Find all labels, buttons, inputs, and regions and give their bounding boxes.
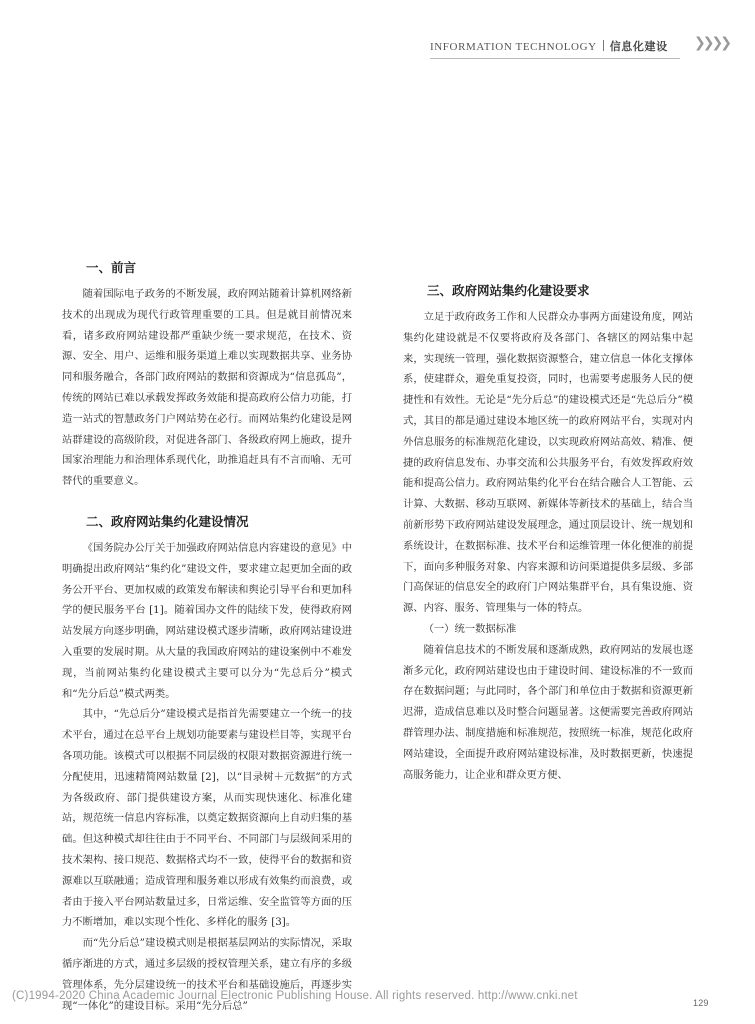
header-chinese: 信息化建设	[609, 40, 668, 53]
section-1-paragraph: 随着国际电子政务的不断发展，政府网站随着计算机网络新技术的出现成为现代行政管理重要的工具。但是就目前情况来看，诸多政府网站建设都严重缺少统一要求规范，在技术、资源、安全、用户、运维和服务渠道上难以实现数据共享、业务协同和服务融合，各部门政府网站的数据和资源成为“信息孤岛”，传统的网站已难以承载发挥政务效能和提高政府公信力功能，打造一站式的智慧政务门户网站势在必行。而网站集约化建设是网站群建设的高级阶段，对促进各部门、各级政府网上施政，提升国家治理能力和治理体系现代化，助推追赶具有不言而喻、无可替代的重要意义。	[62, 288, 352, 488]
section-2-paragraph-1: 《国务院办公厅关于加强政府网站信息内容建设的意见》中明确提出政府网站“集约化”建设文件，要求建立起更加全面的政务公开平台、更加权威的政策发布解读和舆论引导平台和更加科学的便民服务平台 [1]。随着国办文件的陆续下发，使得政府网站发展方向逐步明确，网站建设模式逐步清晰，政府网站建设进入重要的发展时期。从大量的我国政府网站的建设案例中不难发现，当前网站集约化建设模式主要可以分为“先总后分”模式和“先分后总”模式两类。	[62, 541, 352, 700]
right-column	[403, 259, 693, 785]
section-2-paragraph-3: 而“先分后总”建设模式则是根据基层网站的实际情况，采取循序渐进的方式，通过多层级的授权管理关系，建立有序的多级管理体系，先分层建设统一的技术平台和基础设施后，再逐步实现“一体化”的建设目标。采用“先分后总”	[62, 937, 352, 1012]
chevrons-icon: ❯❯❯❯	[694, 35, 729, 51]
page-number: 129	[693, 998, 709, 1008]
subsection-1-title: （一）统一数据标准	[423, 622, 517, 635]
header-divider	[603, 40, 604, 51]
section-3-paragraph-2: 随着信息技术的不断发展和逐渐成熟，政府网站的发展也逐渐多元化，政府网站建设也由于建设时间、建设标准的不一致而存在数据问题；与此同时，各个部门和单位由于数据和资源更新迟滞，造成信息难以及时整合问题显著。这便需要完善政府网站群管理办法、制度措施和标准规范，按照统一标准，规范化政府网站建设，全面提升政府网站建设标准，及时数据更新，快速提高服务能力，让企业和群众更方便、	[403, 643, 693, 781]
section-2-paragraph-2: 其中，“先总后分”建设模式是指首先需要建立一个统一的技术平台，通过在总平台上规划功能要素与建设栏目等，实现平台各项功能。该模式可以根据不同层级的权限对数据资源进行统一分配使用，迅速精简网站数量 [2]，以“目录树＋元数据”的方式为各级政府、部门提供建设方案，从而实现快速化、标准化建站，规范统一信息内容标准，以奠定数据资源向上自动归集的基础。但这种模式却往往由于不同平台、不同部门与层级间采用的技术架构、接口规范、数据格式均不一致，使得平台的数据和资源难以互联融通；造成管理和服务难以形成有效集约而浪费，或者由于接入平台网站数量过多，日常运维、安全监管等方面的压力不断增加，难以实现个性化、多样化的服务 [3]。	[62, 708, 352, 929]
copyright-watermark: (C)1994-2020 China Academic Journal Electronic Publishing House. All rights reserved. http://www.cnki.net	[12, 990, 578, 1002]
section-3-title: 三、政府网站集约化建设要求	[427, 283, 590, 298]
left-column	[62, 258, 352, 1016]
section-3-paragraph-1: 立足于政府政务工作和人民群众办事两方面建设角度，网站集约化建设就是不仅要将政府及各部门、各辖区的网站集中起来，实现统一管理，强化数据资源整合，建立信息一体化支撑体系，使建群众，避免重复投资，同时，也需要考虑服务人民的便捷性和有效性。无论是“先分后总”的建设模式还是“先总后分”模式，其目的都是通过建设本地区统一的政府网站平台，实现对内外信息服务的标准规范化建设，以实现政府网站高效、精准、便捷的政府信息发布、办事交流和公共服务平台，有效发挥政府效能和提高公信力。政府网站集约化平台在结合融合人工智能、云计算、大数据、移动互联网、新媒体等新技术的基础上，结合当前新形势下政府网站建设发展理念，通过顶层设计、统一规划和系统设计，在数据标准、技术平台和运维管理一体化便准的前提下，面向多种服务对象、内容来源和访问渠道提供多层级、多部门高保证的信息安全的政府门户网站集群平台，具有集设施、资源、内容、服务、管理集与一体的特点。	[403, 311, 693, 615]
section-1-title: 一、前言	[86, 260, 137, 275]
header-rule	[430, 58, 680, 59]
running-header	[430, 35, 740, 58]
header-english: INFORMATION TECHNOLOGY	[430, 41, 597, 53]
section-2-title: 二、政府网站集约化建设情况	[86, 513, 249, 529]
footer	[0, 990, 755, 1006]
